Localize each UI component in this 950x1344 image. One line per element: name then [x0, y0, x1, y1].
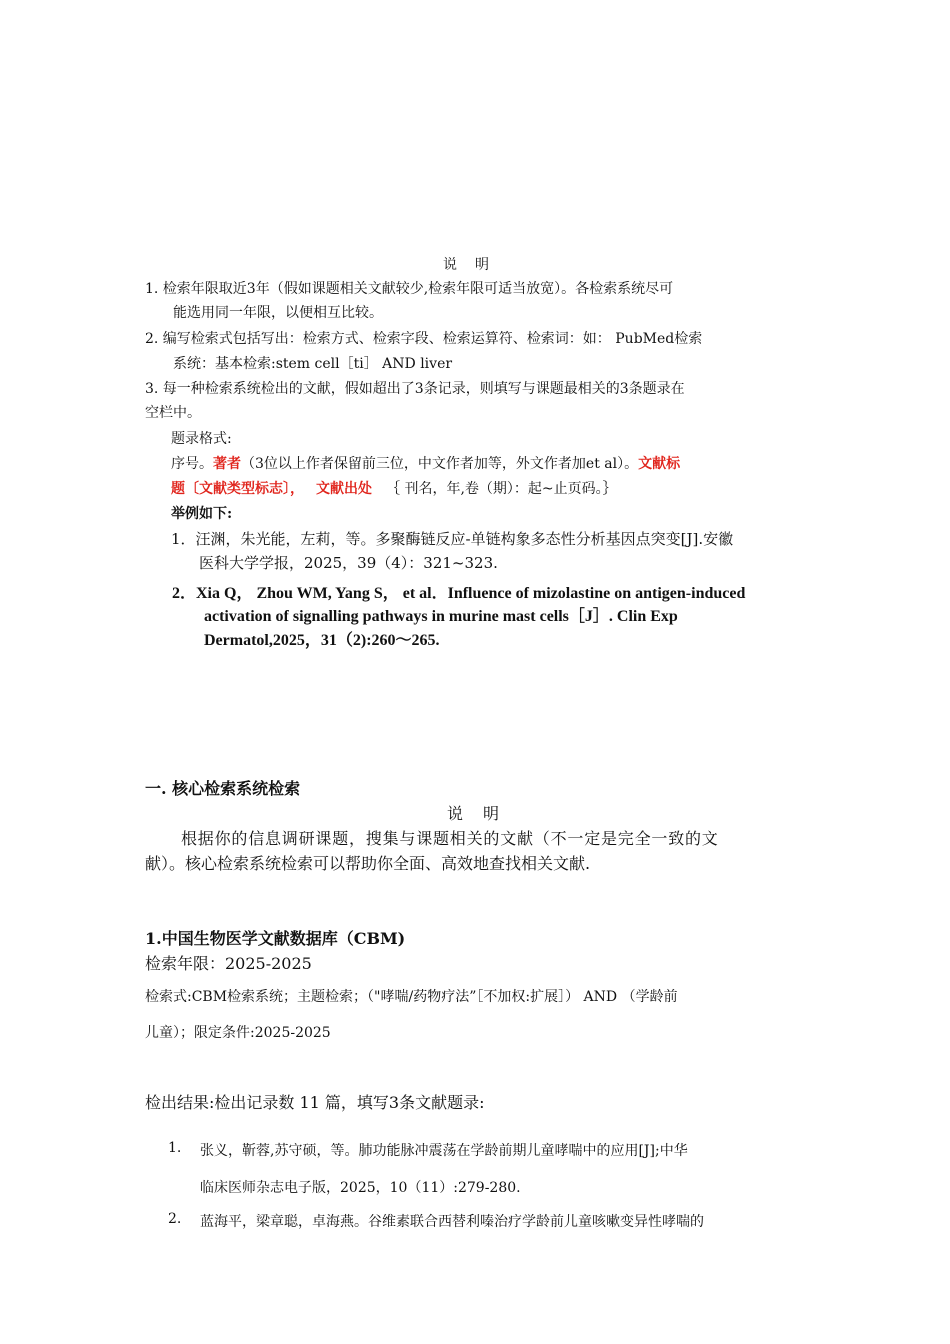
- cbm-query-line1: 检索式:CBM检索系统；主题检索；（"哮喘/药物疗法”［不加权:扩展］） AND （学龄前: [145, 989, 678, 1005]
- example-1-line2: 医科大学学报，2025，39（4）：321~323.: [199, 554, 498, 572]
- section-paragraph-line1: 根据你的信息调研课题，搜集与课题相关的文献（不一定是完全一致的文: [181, 829, 719, 848]
- instructions-title: 说 明: [443, 257, 491, 273]
- format-source-note: ｛ 刊名，年,卷（期）：起~止页码。｝: [386, 481, 617, 497]
- instruction-item-2-line1: 2. 编写检索式包括写出：检索方式、检索字段、检索运算符、检索词：如： PubMed检索: [145, 331, 703, 347]
- format-line-2: [171, 478, 617, 498]
- format-label: 题录格式:: [171, 431, 232, 447]
- instruction-item-1-line2: 能选用同一年限，以便相互比较。: [173, 305, 383, 321]
- instruction-item-2-line2: 系统：基本检索:stem cell［ti］ AND liver: [173, 356, 453, 372]
- cbm-query-line2: 儿童）；限定条件:2025-2025: [145, 1025, 331, 1041]
- example-2-line1: 2．Xia Q， Zhou WM, Yang S， et al．Influence of mizolastine on antigen-induced: [172, 585, 746, 602]
- format-line-1: [171, 453, 680, 473]
- format-title-b: 题〔文献类型标志〕，: [171, 481, 304, 497]
- format-title-a: 文献标: [638, 456, 681, 472]
- section-title: 说 明: [447, 804, 502, 823]
- example-label: 举例如下:: [171, 506, 233, 522]
- instruction-item-1-line1: 1. 检索年限取近3年（假如课题相关文献较少,检索年限可适当放宽）。各检索系统尽可: [145, 281, 674, 297]
- example-2-line3: Dermatol,2025，31（2):260～265.: [204, 632, 440, 649]
- section-heading: 一. 核心检索系统检索: [145, 779, 301, 798]
- cbm-heading: 1.中国生物医学文献数据库（CBM): [145, 929, 406, 948]
- cbm-ref-2-num: 2.: [168, 1211, 182, 1227]
- example-2-line2: activation of signalling pathways in murine mast cells［J］. Clin Exp: [204, 608, 678, 625]
- format-seq: 序号。: [171, 456, 213, 472]
- cbm-ref-1-line1: 张义，靳蓉,苏守硕，等。肺功能脉冲震荡在学龄前期儿童哮喘中的应用[J];中华: [200, 1143, 688, 1159]
- cbm-results: 检出结果:检出记录数 11 篇，填写3条文献题录:: [145, 1093, 485, 1112]
- cbm-ref-2-line1: 蓝海平，梁章聪，卓海燕。谷维素联合西替利嗪治疗学龄前儿童咳嗽变异性哮喘的: [200, 1214, 704, 1230]
- instruction-item-3-line1: 3. 每一种检索系统检出的文献，假如超出了3条记录，则填写与课题最相关的3条题录在: [145, 381, 685, 397]
- cbm-ref-1-line2: 临床医师杂志电子版，2025，10（11）:279-280.: [200, 1180, 521, 1196]
- cbm-years: 检索年限：2025-2025: [145, 954, 312, 973]
- example-1-line1: 1．汪渊，朱光能，左莉，等。多聚酶链反应-单链构象多态性分析基因点突变[J].安徽: [171, 530, 734, 548]
- format-source: 文献出处: [316, 481, 372, 497]
- format-author-note: （3位以上作者保留前三位，中文作者加等，外文作者加et al）。: [241, 456, 639, 472]
- format-author: 著者: [213, 456, 241, 472]
- section-paragraph-line2: 献）。核心检索系统检索可以帮助你全面、高效地查找相关文献.: [145, 854, 591, 873]
- cbm-ref-1-num: 1.: [168, 1140, 182, 1156]
- instruction-item-3-line2: 空栏中。: [145, 405, 201, 421]
